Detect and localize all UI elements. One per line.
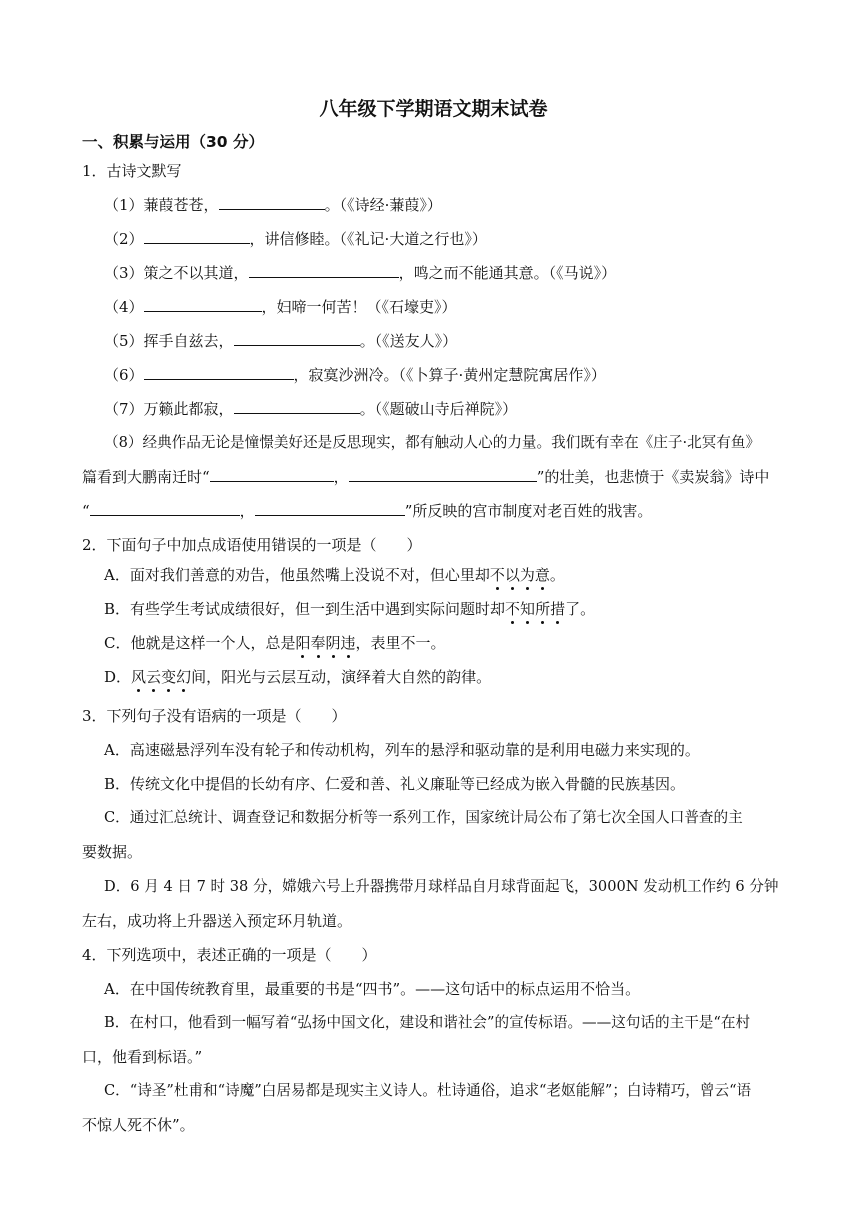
q1-item-7 xyxy=(104,399,517,419)
item-number: （7） xyxy=(104,400,144,418)
option-text: ，表里不一。 xyxy=(355,634,446,652)
item-text: ，寂寞沙洲冷。（《卜算子·黄州定慧院寓居作》） xyxy=(293,366,606,384)
dotted-char: 变 xyxy=(161,668,177,686)
answer-blank[interactable] xyxy=(219,195,325,210)
q3-option-c[interactable]: C．通过汇总统计、调查登记和数据分析等一系列工作，国家统计局公布了第七次全国人口普查的主 xyxy=(104,809,743,826)
q1-item-3 xyxy=(104,263,616,283)
item-text: 。（《诗经·蒹葭》） xyxy=(324,196,442,214)
dotted-char: 不 xyxy=(489,566,505,584)
item-text: 篇看到大鹏南迁时“ xyxy=(82,468,210,486)
q2-option-c[interactable] xyxy=(104,633,446,653)
dotted-char: 措 xyxy=(550,600,566,618)
item-text: 。（《题破山寺后禅院》） xyxy=(359,400,518,418)
q1-item-8-line2 xyxy=(82,467,769,487)
q1-stem: 1．古诗文默写 xyxy=(82,162,182,180)
q4-stem: 4．下列选项中，表述正确的一项是（ ） xyxy=(82,946,377,964)
option-text: C．他就是这样一个人，总是 xyxy=(104,634,296,652)
answer-blank[interactable] xyxy=(210,467,334,482)
item-text: ，鸣之而不能通其意。（《马说》） xyxy=(398,264,617,282)
item-text: 万籁此都寂， xyxy=(143,400,234,418)
item-text: 。（《送友人》） xyxy=(359,332,458,350)
answer-blank[interactable] xyxy=(144,365,294,380)
option-text: 了。 xyxy=(565,600,596,618)
section-heading: 一、积累与运用（30 分） xyxy=(82,133,264,151)
item-text: 策之不以其道， xyxy=(143,264,249,282)
q4-option-c[interactable]: C．“诗圣”杜甫和“诗魔”白居易都是现实主义诗人。杜诗通俗，追求“老妪能解”；白诗精巧，曾云“语 xyxy=(104,1082,752,1099)
dotted-char: 阳 xyxy=(295,634,311,652)
dotted-char: 奉 xyxy=(310,634,326,652)
q3-option-d[interactable]: D．6 月 4 日 7 时 38 分，嫦娥六号上升器携带月球样品自月球背面起飞，3000N 发动机工作约 6 分钟 xyxy=(104,878,779,895)
q3-option-c-cont: 要数据。 xyxy=(82,843,143,861)
q1-item-1 xyxy=(104,195,442,215)
item-number: （4） xyxy=(104,298,144,316)
answer-blank[interactable] xyxy=(249,263,399,278)
q4-option-b-cont: 口，他看到标语。” xyxy=(82,1048,203,1066)
item-text: “ xyxy=(82,502,90,520)
q2-option-b[interactable] xyxy=(104,599,595,619)
q3-option-d-cont: 左右，成功将上升器送入预定环月轨道。 xyxy=(82,912,353,930)
answer-blank[interactable] xyxy=(144,297,262,312)
option-text: 。 xyxy=(549,566,565,584)
q1-item-2 xyxy=(104,229,487,249)
answer-blank[interactable] xyxy=(234,331,360,346)
q3-option-b[interactable]: B．传统文化中提倡的长幼有序、仁爱和善、礼义廉耻等已经成为嵌入骨髓的民族基因。 xyxy=(104,775,686,793)
option-text: B．有些学生考试成绩很好，但一到生活中遇到实际问题时却 xyxy=(104,600,506,618)
q2-option-d[interactable] xyxy=(104,667,491,687)
dotted-char: 以 xyxy=(504,566,520,584)
option-text: A．面对我们善意的劝告，他虽然嘴上没说不对，但心里却 xyxy=(104,566,490,584)
item-number: （2） xyxy=(104,230,144,248)
item-text: ”所反映的宫市制度对老百姓的戕害。 xyxy=(404,502,653,520)
option-text: 间，阳光与云层互动，演绎着大自然的韵律。 xyxy=(191,668,492,686)
q3-option-a[interactable]: A．高速磁悬浮列车没有轮子和传动机构，列车的悬浮和驱动靠的是利用电磁力来实现的。 xyxy=(104,741,700,759)
q1-item-6 xyxy=(104,365,606,385)
q1-item-8-line3 xyxy=(82,501,652,521)
item-number: （5） xyxy=(104,332,144,350)
q4-option-a[interactable]: A．在中国传统教育里，最重要的书是“四书”。——这句话中的标点运用不恰当。 xyxy=(104,980,641,998)
dotted-char: 为 xyxy=(519,566,535,584)
q2-stem: 2．下面句子中加点成语使用错误的一项是（ ） xyxy=(82,536,422,554)
dotted-char: 意 xyxy=(534,566,550,584)
q1-item-8-line1: （8）经典作品无论是憧憬美好还是反思现实，都有触动人心的力量。我们既有幸在《庄子·北冥有鱼》 xyxy=(104,434,761,451)
q4-option-b[interactable]: B．在村口，他看到一幅写着“弘扬中国文化，建设和谐社会”的宣传标语。——这句话的主干是“在村 xyxy=(104,1014,751,1031)
answer-blank[interactable] xyxy=(144,229,250,244)
q2-option-a[interactable] xyxy=(104,565,565,585)
dotted-char: 知 xyxy=(520,600,536,618)
item-text: ，妇啼一何苦！（《石壕吏》） xyxy=(261,298,457,316)
dotted-char: 风 xyxy=(131,668,147,686)
q1-item-4 xyxy=(104,297,457,317)
item-text: 蒹葭苍苍， xyxy=(143,196,219,214)
dotted-char: 云 xyxy=(146,668,162,686)
item-text: ，讲信修睦。（《礼记·大道之行也》） xyxy=(249,230,487,248)
dotted-char: 不 xyxy=(505,600,521,618)
q1-item-5 xyxy=(104,331,457,351)
item-text: 挥手自兹去， xyxy=(143,332,234,350)
q3-stem: 3．下列句子没有语病的一项是（ ） xyxy=(82,707,347,725)
answer-blank[interactable] xyxy=(234,399,360,414)
dotted-char: 违 xyxy=(340,634,356,652)
item-text: ， xyxy=(239,502,255,520)
item-number: （1） xyxy=(104,196,144,214)
page-title: 八年级下学期语文期末试卷 xyxy=(319,98,548,120)
answer-blank[interactable] xyxy=(255,501,405,516)
item-text: ”的壮美，也悲愤于《卖炭翁》诗中 xyxy=(536,468,770,486)
item-number: （6） xyxy=(104,366,144,384)
answer-blank[interactable] xyxy=(349,467,537,482)
dotted-char: 阴 xyxy=(325,634,341,652)
q4-option-c-cont: 不惊人死不休”。 xyxy=(82,1116,195,1134)
answer-blank[interactable] xyxy=(90,501,240,516)
option-text: D． xyxy=(104,668,132,686)
dotted-char: 幻 xyxy=(176,668,192,686)
item-text: ， xyxy=(333,468,349,486)
item-number: （3） xyxy=(104,264,144,282)
dotted-char: 所 xyxy=(535,600,551,618)
